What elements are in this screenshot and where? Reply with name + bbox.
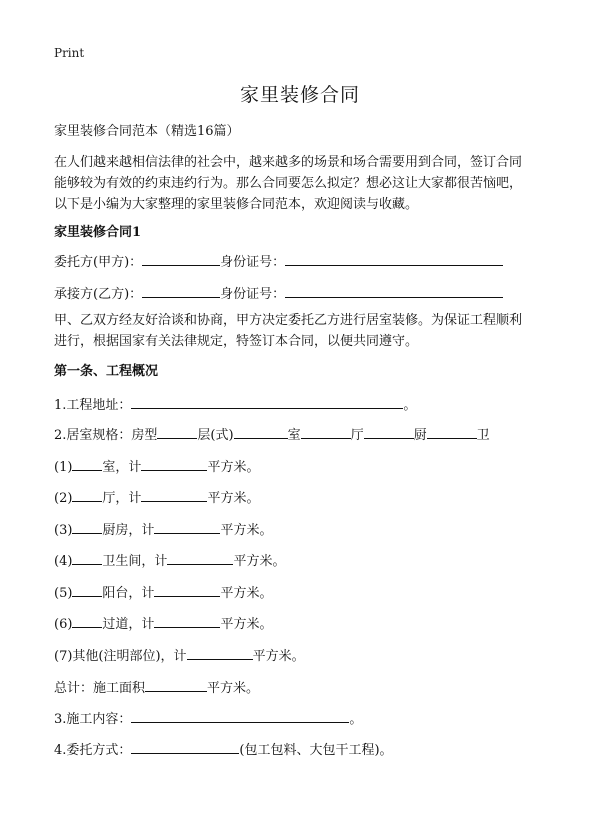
item-line xyxy=(54,519,272,538)
address-line xyxy=(54,394,416,413)
agreement-line: 甲、乙双方经友好洽谈和协商，甲方决定委托乙方进行居室装修。为保证工程顺利 xyxy=(54,313,523,328)
intro-line: 在人们越来越相信法律的社会中，越来越多的场景和场合需要用到合同，签订合同 xyxy=(54,155,523,170)
address-label: 1.工程地址： xyxy=(54,398,132,413)
item-line xyxy=(54,613,272,632)
item-unit: 平方米。 xyxy=(207,491,260,506)
item-line xyxy=(54,487,259,506)
item-label: 过道，计 xyxy=(102,617,155,632)
room-spec-blank xyxy=(157,426,197,439)
intro-paragraph xyxy=(54,152,554,215)
item-unit: 平方米。 xyxy=(233,554,286,569)
item-line xyxy=(54,582,272,601)
content-line xyxy=(54,708,362,727)
item-area-blank xyxy=(141,458,207,471)
item-label: 室，计 xyxy=(102,460,142,475)
intro-line: 能够较为有效的约束违约行为。那么合同要怎么拟定？想必这让大家都很苦恼吧， xyxy=(54,176,523,191)
page-title: 家里装修合同 xyxy=(239,84,360,106)
room-spec-blank xyxy=(301,426,351,439)
room-spec-part: 厅 xyxy=(350,428,364,443)
room-spec-blank xyxy=(234,426,288,439)
client-label: 委托方(甲方)： xyxy=(54,255,143,270)
item-num: (1) xyxy=(54,460,73,475)
total-area-blank xyxy=(145,679,207,692)
total-label: 总计：施工面积 xyxy=(54,681,146,696)
other-area-blank xyxy=(187,647,253,660)
room-spec-blank xyxy=(364,426,414,439)
item-num: (4) xyxy=(54,554,73,569)
item-num: (5) xyxy=(54,586,73,601)
item-count-blank xyxy=(72,615,102,628)
item-label: 阳台，计 xyxy=(102,586,155,601)
contractor-id-blank xyxy=(285,285,503,298)
client-name-blank xyxy=(142,253,220,266)
subtitle: 家里装修合同范本（精选16篇） xyxy=(54,124,240,139)
method-line xyxy=(54,739,393,758)
contractor-name-blank xyxy=(142,285,220,298)
contractor-label: 承接方(乙方)： xyxy=(54,287,143,302)
item-area-blank xyxy=(141,489,207,502)
item-num: (2) xyxy=(54,491,73,506)
item-count-blank xyxy=(72,489,102,502)
address-end: 。 xyxy=(403,398,417,413)
item-area-blank xyxy=(154,521,220,534)
client-id-label: 身份证号： xyxy=(220,255,286,270)
room-spec-part: 厨 xyxy=(413,428,427,443)
method-label: 4.委托方式： xyxy=(54,743,132,758)
item-unit: 平方米。 xyxy=(220,617,273,632)
content-blank xyxy=(131,710,349,723)
item-line xyxy=(54,550,285,569)
address-blank xyxy=(131,396,403,409)
client-id-blank xyxy=(285,253,503,266)
contractor-line xyxy=(54,283,503,302)
item-label: 厨房，计 xyxy=(102,523,155,538)
item-unit: 平方米。 xyxy=(207,460,260,475)
item-unit: 平方米。 xyxy=(220,586,273,601)
item-num: (6) xyxy=(54,617,73,632)
content-end: 。 xyxy=(349,712,363,727)
total-line xyxy=(54,677,259,696)
other-label: (7)其他(注明部位)，计 xyxy=(54,649,187,664)
item-count-blank xyxy=(72,458,102,471)
item-area-blank xyxy=(167,552,233,565)
method-end: (包工包料、大包干工程)。 xyxy=(239,743,393,758)
client-line xyxy=(54,251,503,270)
item-label: 厅，计 xyxy=(102,491,142,506)
agreement-paragraph xyxy=(54,310,554,352)
print-link[interactable]: Print xyxy=(54,46,85,60)
item-count-blank xyxy=(72,584,102,597)
other-unit: 平方米。 xyxy=(252,649,305,664)
item-count-blank xyxy=(72,552,102,565)
item-unit: 平方米。 xyxy=(220,523,273,538)
item-count-blank xyxy=(72,521,102,534)
room-spec-part: 层(式) xyxy=(197,428,234,443)
room-spec-part: 室 xyxy=(287,428,301,443)
item-line xyxy=(54,456,259,475)
other-line xyxy=(54,645,305,664)
room-spec-line xyxy=(54,424,490,443)
intro-line: 以下是小编为大家整理的家里装修合同范本，欢迎阅读与收藏。 xyxy=(54,197,419,212)
section-heading: 家里装修合同1 xyxy=(54,225,142,240)
method-blank xyxy=(131,741,239,754)
item-num: (3) xyxy=(54,523,73,538)
article1-heading: 第一条、工程概况 xyxy=(54,364,159,379)
item-label: 卫生间，计 xyxy=(102,554,168,569)
room-spec-label: 2.居室规格：房型 xyxy=(54,428,158,443)
room-spec-blank xyxy=(427,426,477,439)
item-area-blank xyxy=(154,615,220,628)
item-area-blank xyxy=(154,584,220,597)
agreement-line: 进行，根据国家有关法律规定，特签订本合同，以便共同遵守。 xyxy=(54,334,419,349)
room-spec-part: 卫 xyxy=(476,428,490,443)
total-unit: 平方米。 xyxy=(207,681,260,696)
content-label: 3.施工内容： xyxy=(54,712,132,727)
contractor-id-label: 身份证号： xyxy=(220,287,286,302)
